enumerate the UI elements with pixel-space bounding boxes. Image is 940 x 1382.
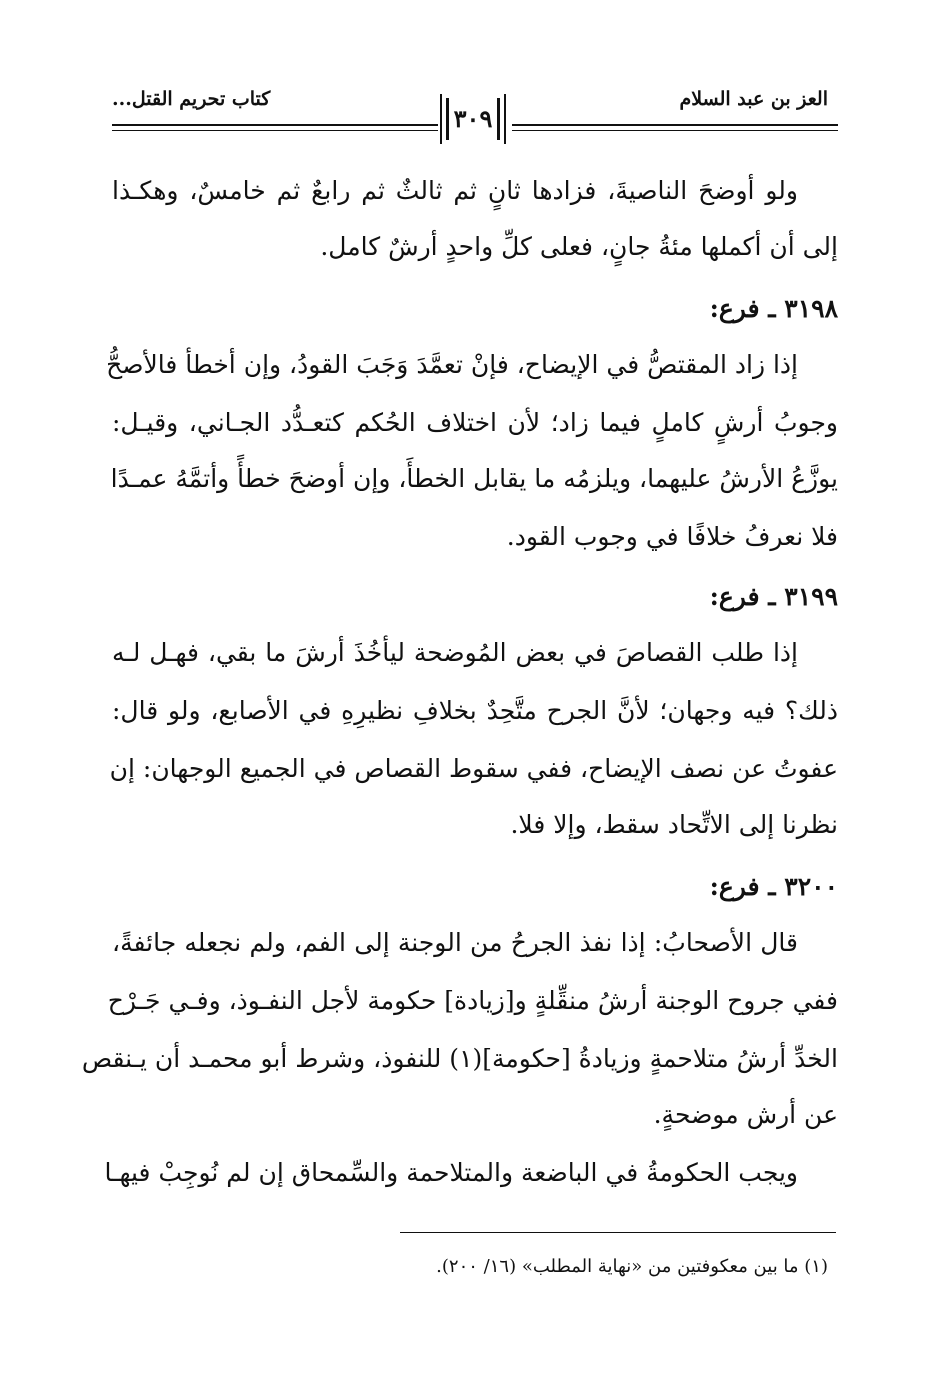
- text-line: ففي جروح الوجنة أرشُ منقِّلةٍ و[زيادة] حكومة لأجل النفـوذ، وفـي جَـرْح: [107, 986, 838, 1015]
- page-number: ٣٠٩: [453, 104, 493, 133]
- header-rule-right-thin: [512, 130, 838, 131]
- text-line: وجوبُ أرشٍ كاملٍ فيما زاد؛ لأن اختلاف الحُكم كتعـدُّد الجـاني، وقيـل:: [112, 408, 838, 437]
- text-line: ذلك؟ فيه وجهان؛ لأنَّ الجرح متَّحِدٌ بخلافِ نظيرِهِ في الأصابع، ولو قال:: [112, 696, 838, 725]
- text-line: عن أرش موضحةٍ.: [653, 1100, 838, 1129]
- text-line: إلى أن أكملها مئةُ جانٍ، فعلى كلِّ واحدٍ أرشٌ كامل.: [320, 232, 838, 261]
- text-line: إذا طلب القصاصَ في بعض المُوضحة ليأخُذَ أرشَ ما بقي، فهـل لـه: [112, 638, 798, 667]
- header-rule-right: [512, 124, 838, 126]
- header-rule-left: [112, 124, 438, 126]
- section-heading: ٣١٩٩ ـ فرع:: [709, 582, 838, 611]
- section-heading: ٣١٩٨ ـ فرع:: [709, 294, 838, 323]
- footnote: (١) ما بين معكوفتين من «نهاية المطلب» (١٦/ ٢٠٠).: [436, 1256, 828, 1277]
- text-line: فلا نعرفُ خلافًا في وجوب القود.: [506, 522, 838, 551]
- header-rule-left-thin: [112, 130, 438, 131]
- header-book-title: كتاب تحريم القتل...: [112, 88, 271, 110]
- text-line: قال الأصحابُ: إذا نفذ الجرحُ من الوجنة إلى الفم، ولم نجعله جائفةً،: [112, 928, 798, 957]
- text-line: يوزَّعُ الأرشُ عليهما، ويلزمُه ما يقابل الخطأَ، وإن أوضحَ خطأً وأتمَّهُ عمـدًا: [110, 464, 838, 493]
- header-author: العز بن عبد السلام: [679, 88, 828, 110]
- text-line: الخدِّ أرشُ متلاحمةٍ وزيادةُ [حكومة](١) للنفوذ، وشرط أبو محمـد أن يـنقص: [81, 1044, 838, 1073]
- text-line: عفوتُ عن نصف الإيضاح، ففي سقوط القصاص في الجميع الوجهان: إن: [109, 754, 838, 783]
- text-line: نظرنا إلى الاتِّحاد سقط، وإلا فلا.: [510, 810, 838, 839]
- text-line: إذا زاد المقتصُّ في الإيضاح، فإنْ تعمَّدَ وَجَبَ القودُ، وإن أخطأ فالأصحُّ: [106, 350, 798, 379]
- page-number-frame: [438, 94, 508, 144]
- text-line: ويجب الحكومةُ في الباضعة والمتلاحمة والسِّمحاق إن لم نُوجِبْ فيهـا: [104, 1158, 798, 1187]
- footnote-separator: [400, 1232, 836, 1233]
- text-line: ولو أوضحَ الناصيةَ، فزادها ثانٍ ثم ثالثٌ ثم رابعٌ ثم خامسٌ، وهكـذا: [112, 176, 798, 205]
- section-heading: ٣٢٠٠ ـ فرع:: [709, 872, 838, 901]
